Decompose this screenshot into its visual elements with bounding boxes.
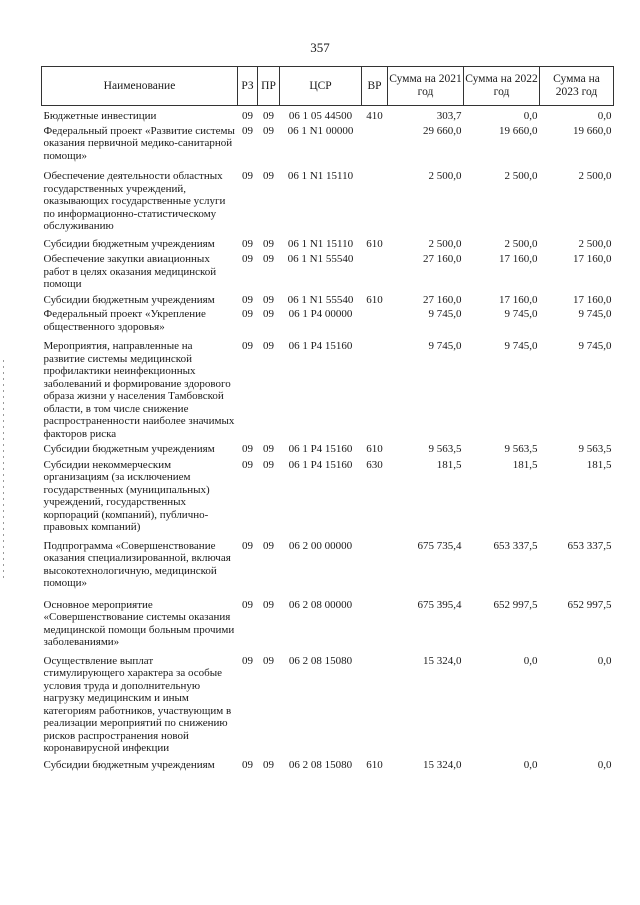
cell-vr bbox=[362, 123, 388, 163]
cell-pr: 09 bbox=[263, 598, 274, 611]
cell-sum-2021: 9 563,5 bbox=[428, 443, 462, 455]
cell-sum-2022: 652 997,5 bbox=[493, 598, 538, 611]
cell-name: Мероприятия, направленные на развитие системы медицинской профилактики неинфекционных заболеваний и формирование здорового образа жизни у населения Тамбовской области, в том числе снижение распространенности наиболее значимых факторов риска bbox=[43, 340, 235, 440]
cell-csr: 06 1 05 44500 bbox=[288, 110, 353, 122]
header-vr: ВР bbox=[362, 67, 388, 106]
cell-name: Бюджетные инвестиции bbox=[43, 110, 157, 122]
cell-pr: 09 bbox=[263, 654, 274, 667]
cell-rz: 09 bbox=[242, 110, 253, 122]
cell-sum-2022: 17 160,0 bbox=[499, 253, 538, 265]
cell-rz: 09 bbox=[242, 237, 253, 250]
cell-pr: 09 bbox=[263, 443, 274, 455]
cell-rz: 09 bbox=[242, 253, 253, 265]
table-row bbox=[42, 590, 614, 649]
cell-sum-2022: 17 160,0 bbox=[499, 293, 538, 306]
cell-sum-2022: 9 563,5 bbox=[504, 443, 538, 455]
cell-vr: 610 bbox=[366, 237, 383, 250]
cell-pr: 09 bbox=[263, 293, 274, 306]
cell-csr: 06 1 P4 00000 bbox=[288, 308, 353, 320]
page-number: 357 bbox=[310, 40, 330, 55]
cell-vr bbox=[362, 306, 388, 333]
cell-sum-2023: 9 563,5 bbox=[578, 443, 612, 455]
header-sum-2021: Сумма на 2021 год bbox=[388, 67, 464, 106]
cell-pr: 09 bbox=[263, 458, 274, 471]
cell-pr: 09 bbox=[263, 340, 274, 352]
cell-sum-2021: 27 160,0 bbox=[423, 253, 462, 265]
cell-vr: 610 bbox=[366, 443, 383, 455]
cell-sum-2021: 15 324,0 bbox=[423, 758, 462, 771]
cell-csr: 06 1 N1 15110 bbox=[287, 237, 354, 250]
cell-sum-2023: 9 745,0 bbox=[578, 340, 612, 352]
cell-rz: 09 bbox=[242, 124, 253, 137]
table-body bbox=[42, 106, 614, 772]
cell-vr: 610 bbox=[366, 293, 383, 306]
cell-name: Обеспечение закупки авиационных работ в целях оказания медицинской помощи bbox=[43, 253, 217, 290]
table-row bbox=[42, 291, 614, 307]
cell-pr: 09 bbox=[263, 110, 274, 122]
cell-sum-2021: 675 395,4 bbox=[417, 598, 462, 611]
cell-vr bbox=[362, 649, 388, 755]
cell-sum-2022: 19 660,0 bbox=[499, 124, 538, 137]
header-csr: ЦСР bbox=[280, 67, 362, 106]
cell-rz: 09 bbox=[242, 170, 253, 182]
cell-csr: 06 2 00 00000 bbox=[288, 539, 353, 552]
cell-csr: 06 1 N1 15110 bbox=[287, 170, 354, 182]
cell-rz: 09 bbox=[242, 758, 253, 771]
cell-sum-2023: 0,0 bbox=[597, 654, 612, 667]
cell-sum-2021: 675 735,4 bbox=[417, 539, 462, 552]
table-row bbox=[42, 755, 614, 772]
cell-sum-2021: 9 745,0 bbox=[428, 308, 462, 320]
cell-name: Субсидии бюджетным учреждениям bbox=[43, 443, 215, 455]
cell-sum-2021: 303,7 bbox=[436, 110, 462, 122]
cell-sum-2022: 2 500,0 bbox=[504, 170, 538, 182]
cell-csr: 06 2 08 00000 bbox=[288, 598, 353, 611]
cell-vr bbox=[362, 534, 388, 590]
cell-rz: 09 bbox=[242, 654, 253, 667]
cell-sum-2023: 2 500,0 bbox=[578, 237, 612, 250]
cell-sum-2023: 652 997,5 bbox=[567, 598, 612, 611]
cell-rz: 09 bbox=[242, 598, 253, 611]
header-sum-2022: Сумма на 2022 год bbox=[464, 67, 540, 106]
cell-pr: 09 bbox=[263, 253, 274, 265]
cell-pr: 09 bbox=[263, 237, 274, 250]
cell-sum-2021: 27 160,0 bbox=[423, 293, 462, 306]
table-row bbox=[42, 251, 614, 291]
cell-sum-2022: 0,0 bbox=[523, 654, 538, 667]
cell-rz: 09 bbox=[242, 458, 253, 471]
cell-rz: 09 bbox=[242, 443, 253, 455]
cell-sum-2022: 9 745,0 bbox=[504, 308, 538, 320]
cell-name: Федеральный проект «Укрепление общественного здоровья» bbox=[43, 308, 206, 333]
table-header-row bbox=[42, 67, 614, 106]
cell-sum-2023: 19 660,0 bbox=[573, 124, 612, 137]
cell-sum-2023: 653 337,5 bbox=[567, 539, 612, 552]
cell-sum-2021: 15 324,0 bbox=[423, 654, 462, 667]
table-row bbox=[42, 333, 614, 440]
cell-rz: 09 bbox=[242, 308, 253, 320]
header-name: Наименование bbox=[42, 67, 238, 106]
cell-vr bbox=[362, 251, 388, 291]
cell-csr: 06 1 P4 15160 bbox=[288, 443, 353, 455]
budget-table bbox=[41, 66, 614, 771]
table-row bbox=[42, 162, 614, 235]
cell-csr: 06 1 N1 55540 bbox=[287, 293, 354, 306]
cell-vr bbox=[362, 590, 388, 649]
cell-sum-2022: 181,5 bbox=[512, 458, 538, 471]
cell-csr: 06 1 N1 00000 bbox=[287, 124, 354, 137]
table-row bbox=[42, 235, 614, 252]
cell-rz: 09 bbox=[242, 340, 253, 352]
cell-sum-2023: 9 745,0 bbox=[578, 308, 612, 320]
header-pr: ПР bbox=[258, 67, 280, 106]
cell-pr: 09 bbox=[263, 170, 274, 182]
cell-pr: 09 bbox=[263, 124, 274, 137]
table-row bbox=[42, 123, 614, 163]
cell-sum-2021: 2 500,0 bbox=[428, 237, 462, 250]
cell-name: Субсидии бюджетным учреждениям bbox=[43, 237, 215, 250]
header-rz: РЗ bbox=[238, 67, 258, 106]
cell-sum-2021: 2 500,0 bbox=[428, 170, 462, 182]
cell-sum-2022: 653 337,5 bbox=[493, 539, 538, 552]
cell-vr: 630 bbox=[366, 458, 383, 471]
cell-name: Субсидии некоммерческим организациям (за исключением государственных (муниципальных) учреждений, государственных корпораций (компаний), публично-правовых компаний) bbox=[43, 458, 210, 533]
cell-sum-2022: 2 500,0 bbox=[504, 237, 538, 250]
table-row bbox=[42, 534, 614, 590]
cell-csr: 06 1 P4 15160 bbox=[288, 340, 353, 352]
cell-sum-2022: 0,0 bbox=[523, 110, 538, 122]
cell-sum-2023: 2 500,0 bbox=[578, 170, 612, 182]
cell-rz: 09 bbox=[242, 539, 253, 552]
table-row bbox=[42, 440, 614, 456]
cell-name: Осуществление выплат стимулирующего характера за особые условия труда и дополнительную нагрузку медицинским и иным категориям работников, участвующим в реализации мероприятий по снижению рисков распространения новой коронавирусной инфекции bbox=[43, 654, 232, 754]
cell-name: Федеральный проект «Развитие системы оказания первичной медико-санитарной помощи» bbox=[43, 124, 235, 162]
cell-name: Обеспечение деятельности областных государственных учреждений, оказывающих государственные услуги по информационно-статистическому обслуживанию bbox=[43, 170, 226, 232]
cell-sum-2023: 181,5 bbox=[586, 458, 612, 471]
cell-name: Субсидии бюджетным учреждениям bbox=[43, 293, 215, 306]
table-row bbox=[42, 106, 614, 123]
table-row bbox=[42, 456, 614, 534]
cell-sum-2023: 0,0 bbox=[597, 110, 612, 122]
cell-pr: 09 bbox=[263, 308, 274, 320]
cell-sum-2023: 17 160,0 bbox=[573, 253, 612, 265]
scan-edge-mark bbox=[3, 360, 4, 580]
cell-csr: 06 1 N1 55540 bbox=[287, 253, 354, 265]
cell-sum-2021: 9 745,0 bbox=[428, 340, 462, 352]
cell-vr bbox=[362, 333, 388, 440]
cell-sum-2023: 0,0 bbox=[597, 758, 612, 771]
table-row bbox=[42, 306, 614, 333]
cell-rz: 09 bbox=[242, 293, 253, 306]
cell-sum-2023: 17 160,0 bbox=[573, 293, 612, 306]
cell-name: Подпрограмма «Совершенствование оказания специализированной, включая высокотехнологичную, медицинской помощи» bbox=[43, 539, 231, 589]
cell-pr: 09 bbox=[263, 758, 274, 771]
cell-name: Субсидии бюджетным учреждениям bbox=[43, 758, 215, 771]
cell-vr bbox=[362, 162, 388, 235]
cell-sum-2022: 9 745,0 bbox=[504, 340, 538, 352]
cell-csr: 06 2 08 15080 bbox=[288, 654, 353, 667]
header-sum-2023: Сумма на 2023 год bbox=[540, 67, 614, 106]
cell-csr: 06 2 08 15080 bbox=[288, 758, 353, 771]
cell-sum-2022: 0,0 bbox=[523, 758, 538, 771]
table-row bbox=[42, 649, 614, 755]
cell-name: Основное мероприятие «Совершенствование системы оказания медицинской помощи больным прочими заболеваниями» bbox=[43, 598, 235, 648]
cell-vr: 610 bbox=[366, 758, 383, 771]
cell-sum-2021: 29 660,0 bbox=[423, 124, 462, 137]
cell-vr: 410 bbox=[366, 110, 383, 122]
cell-pr: 09 bbox=[263, 539, 274, 552]
cell-csr: 06 1 P4 15160 bbox=[288, 458, 353, 471]
cell-sum-2021: 181,5 bbox=[436, 458, 462, 471]
